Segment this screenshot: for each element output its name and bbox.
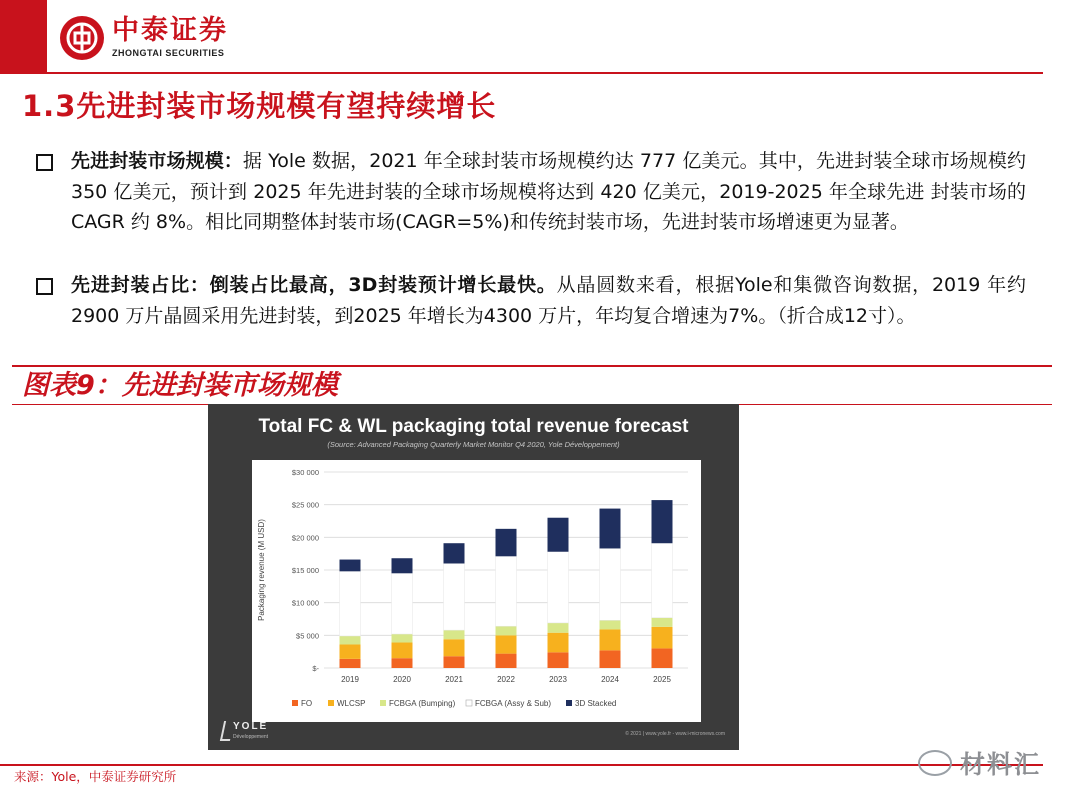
chart-subtitle: (Source: Advanced Packaging Quarterly Market Monitor Q4 2020, Yole Développement) bbox=[327, 440, 620, 449]
header-divider bbox=[47, 72, 1043, 74]
legend-label: 3D Stacked bbox=[575, 699, 617, 708]
zhongtai-logo-icon bbox=[60, 16, 104, 60]
logo-chinese-name: 中泰证券 bbox=[112, 15, 228, 46]
section-title: 1.3先进封装市场规模有望持续增长 bbox=[22, 89, 497, 123]
bar-segment bbox=[548, 652, 569, 668]
legend-label: FCBGA (Assy & Sub) bbox=[475, 699, 552, 708]
x-tick-label: 2019 bbox=[341, 675, 359, 684]
bullet-lead: 先进封装占比：倒装占比最高，3D封装预计增长最快。 bbox=[71, 274, 557, 296]
bullet-text: 从晶圆数来看，根据Yole和集微咨询数据，2019 年约2900 万片晶圆采用先进封装，到2025 年增长为4300 万片，年均复合增速为7%。（折合成12寸）。 bbox=[71, 274, 1026, 327]
bar-segment bbox=[340, 659, 361, 668]
bar-segment bbox=[548, 623, 569, 633]
bar-segment bbox=[496, 529, 517, 556]
bullet-share bbox=[36, 270, 1026, 331]
bar-segment bbox=[496, 654, 517, 668]
bar-segment bbox=[652, 543, 673, 617]
bullet-market-size bbox=[36, 146, 1026, 238]
y-tick-label: $10 000 bbox=[291, 598, 319, 608]
legend-swatch bbox=[292, 700, 298, 706]
bar-segment bbox=[600, 620, 621, 629]
square-bullet-icon bbox=[36, 278, 53, 295]
bar-segment bbox=[392, 643, 413, 659]
footer-divider bbox=[0, 764, 1043, 766]
chart-panel bbox=[208, 404, 739, 750]
bar-segment bbox=[548, 518, 569, 552]
bar-segment bbox=[600, 650, 621, 668]
bar-segment bbox=[444, 630, 465, 639]
bar-segment bbox=[340, 644, 361, 658]
y-axis-label: Packaging revenue (M USD) bbox=[257, 519, 266, 621]
bar-segment bbox=[600, 629, 621, 650]
bar-segment bbox=[548, 633, 569, 653]
square-bullet-icon bbox=[36, 154, 53, 171]
y-tick-label: $15 000 bbox=[291, 566, 319, 575]
bar-segment bbox=[340, 636, 361, 644]
yole-logo-text: YOLE bbox=[233, 721, 269, 732]
yole-logo-icon bbox=[220, 721, 234, 741]
stacked-bar-chart bbox=[252, 460, 701, 722]
y-tick-label: $20 000 bbox=[291, 533, 319, 543]
bar-segment bbox=[392, 658, 413, 668]
bar-segment bbox=[652, 618, 673, 627]
figure-caption: 图表9：先进封装市场规模 bbox=[22, 370, 338, 401]
bullet-text: 据 Yole 数据，2021 年全球封装市场规模约达 777 亿美元。其中，先进封装全球市场规模约 350 亿美元，预计到 2025 年先进封装的全球市场规模将达到 420 亿美元，2019-2025 年全球先进 封装市场的 CAGR 约 8%。相比同期整体封装市场(CAGR=5%)和传统封装市场，先进封装市场增速更为显著。 bbox=[71, 150, 1026, 233]
wechat-icon bbox=[918, 750, 952, 776]
y-tick-label: $5 000 bbox=[296, 631, 319, 641]
legend-label: FO bbox=[301, 699, 313, 708]
chart-plot-area bbox=[252, 460, 701, 722]
bar-segment bbox=[652, 648, 673, 668]
bar-segment bbox=[340, 571, 361, 636]
x-tick-label: 2025 bbox=[653, 675, 671, 684]
bar-segment bbox=[600, 509, 621, 549]
bar-segment bbox=[444, 656, 465, 668]
bullet-body bbox=[71, 146, 1026, 238]
legend-swatch bbox=[466, 700, 472, 706]
watermark-text: 材料汇 bbox=[960, 750, 1042, 779]
bar-segment bbox=[392, 634, 413, 642]
bar-segment bbox=[340, 560, 361, 572]
x-tick-label: 2024 bbox=[601, 675, 619, 684]
y-tick-label: $- bbox=[312, 664, 319, 673]
x-tick-label: 2021 bbox=[445, 675, 463, 684]
bar-segment bbox=[392, 558, 413, 573]
figure-divider-top bbox=[12, 365, 1052, 367]
bar-segment bbox=[392, 573, 413, 634]
legend-swatch bbox=[328, 700, 334, 706]
watermark bbox=[918, 745, 1058, 779]
legend-swatch bbox=[380, 700, 386, 706]
logo-english-name: ZHONGTAI SECURITIES bbox=[112, 48, 225, 58]
yole-logo-subtext: Développement bbox=[233, 734, 269, 740]
y-tick-label: $25 000 bbox=[291, 500, 319, 510]
bar-segment bbox=[600, 548, 621, 620]
legend-label: FCBGA (Bumping) bbox=[389, 699, 456, 708]
bar-segment bbox=[444, 543, 465, 563]
chart-title: Total FC & WL packaging total revenue forecast bbox=[258, 416, 689, 437]
chart-copyright: © 2021 | www.yole.fr - www.i-micronews.com bbox=[625, 731, 725, 737]
legend-swatch bbox=[566, 700, 572, 706]
bar-segment bbox=[652, 500, 673, 543]
bullet-body bbox=[71, 270, 1026, 331]
bar-segment bbox=[496, 635, 517, 653]
bar-segment bbox=[548, 552, 569, 623]
bar-segment bbox=[444, 563, 465, 630]
x-tick-label: 2023 bbox=[549, 675, 567, 684]
bullet-lead: 先进封装市场规模： bbox=[71, 150, 243, 172]
bar-segment bbox=[444, 639, 465, 656]
bar-segment bbox=[496, 626, 517, 635]
header-accent-bar bbox=[0, 0, 47, 74]
x-tick-label: 2020 bbox=[393, 675, 411, 684]
y-tick-label: $30 000 bbox=[291, 468, 319, 477]
footer-source: 来源：Yole，中泰证券研究所 bbox=[14, 769, 177, 784]
legend-label: WLCSP bbox=[337, 699, 366, 708]
x-tick-label: 2022 bbox=[497, 675, 515, 684]
yole-logo bbox=[220, 719, 300, 745]
bar-segment bbox=[652, 627, 673, 649]
bar-segment bbox=[496, 556, 517, 626]
